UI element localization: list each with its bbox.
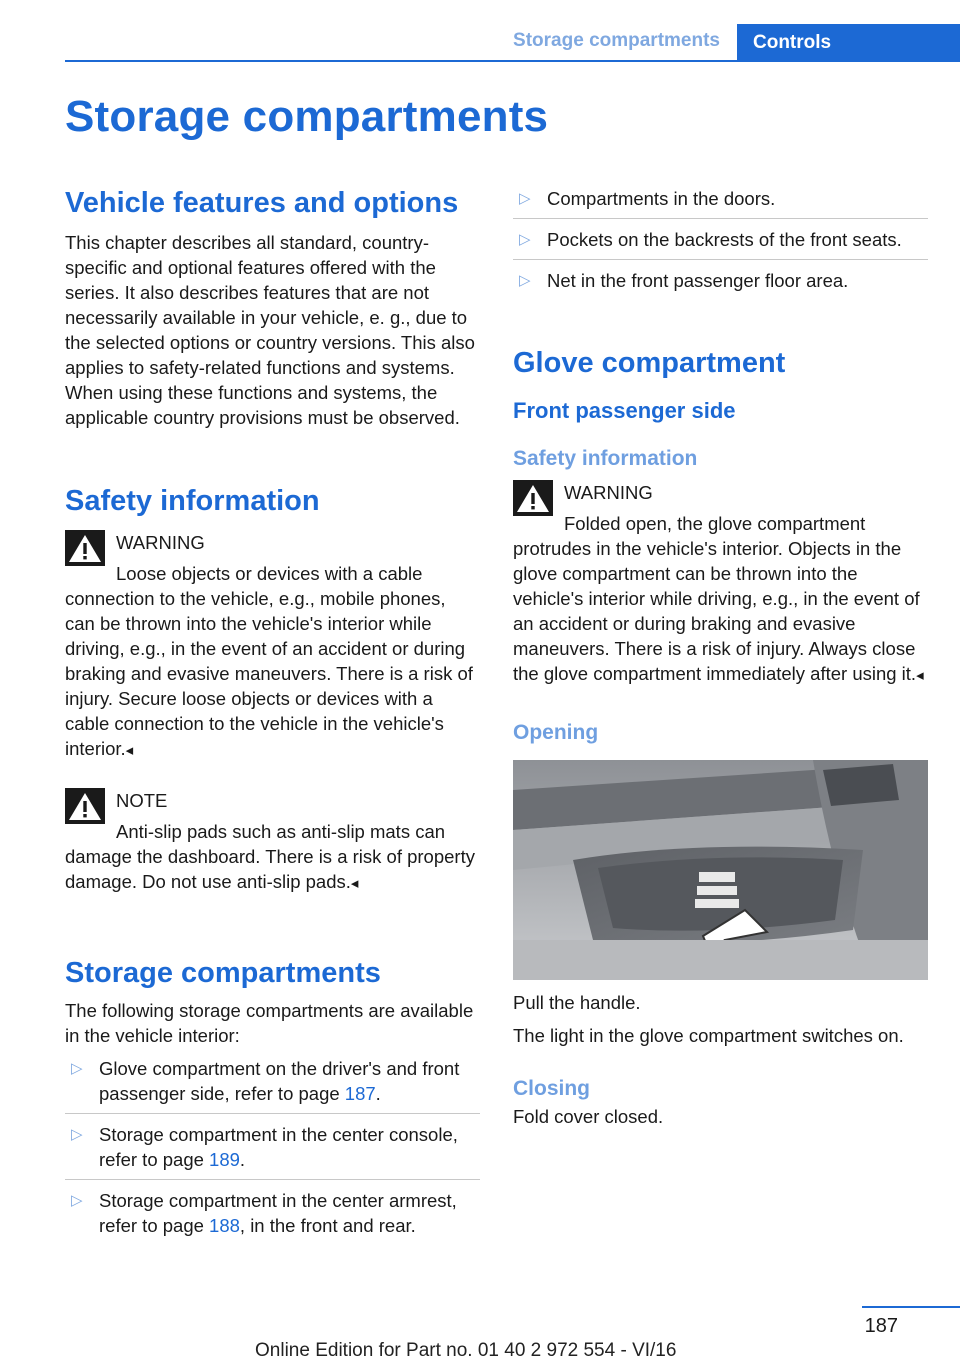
bullet-triangle-icon: ▷ <box>519 272 531 289</box>
note-label: NOTE <box>116 790 168 811</box>
page-title: Storage compartments <box>65 92 549 141</box>
warning-text-body-content: protrudes in the vehicle's interior. Objects in the glove compartment can be thrown into the vehicle's interior while driving, e.g., in the event of an accident or during braking and evasive maneuvers. There is a risk of injury. Always close the glove compartment immediately after using it. <box>513 538 920 684</box>
opening-step-1: Pull the handle. <box>513 992 641 1013</box>
warning-text-first-line: Loose objects or devices with a cable <box>116 563 423 584</box>
warning-label: WARNING <box>564 482 653 503</box>
warning-text-body <box>65 586 480 763</box>
storage-intro-text: The following storage compartments are available in the vehicle interior: <box>65 1000 474 1046</box>
list-item-text: Storage compartment in the center armrest, refer to page <box>99 1190 457 1236</box>
list-item-text: Storage compartment in the center console, refer to page <box>99 1124 458 1170</box>
closing-heading: Closing <box>513 1077 590 1100</box>
safety-info-subheading: Safety information <box>513 447 698 470</box>
list-item <box>65 1122 480 1180</box>
right-column <box>513 186 928 1129</box>
list-item <box>65 1188 480 1245</box>
note-text-body <box>65 844 480 896</box>
warning-block-glove <box>513 480 928 688</box>
storage-list-left <box>65 1056 480 1245</box>
edition-text: Online Edition for Part no. 01 40 2 972 554 - VI/16 <box>255 1340 677 1361</box>
opening-step-2: The light in the glove compartment switches on. <box>513 1025 904 1046</box>
glove-compartment-heading: Glove compartment <box>513 347 786 379</box>
storage-list-right <box>513 186 928 300</box>
note-block-anti-slip <box>65 788 480 896</box>
note-text-first-line: Anti-slip pads such as anti-slip mats can <box>116 821 446 842</box>
warning-text-body-content: connection to the vehicle, e.g., mobile phones, can be thrown into the vehicle's interior while driving, e.g., in the event of an accident or during braking and evasive maneuvers. There is a risk of injury. Secure loose objects or devices with a cable connection to the vehicle in the vehicle's interior. <box>65 588 473 759</box>
warning-label: WARNING <box>116 532 205 553</box>
bullet-triangle-icon: ▷ <box>71 1192 83 1209</box>
list-item <box>65 1056 480 1114</box>
warning-text-first-line: Folded open, the glove compartment <box>564 513 866 534</box>
list-item-text: Pockets on the backrests of the front seats. <box>547 229 902 250</box>
warning-text-body <box>513 536 928 688</box>
list-item-text: Net in the front passenger floor area. <box>547 270 849 291</box>
list-item-suffix: . <box>239 1149 246 1170</box>
list-item <box>513 227 928 260</box>
end-mark: ◂ <box>350 875 359 892</box>
page-link-189[interactable]: 189 <box>209 1149 240 1170</box>
list-item-suffix: . <box>375 1083 381 1104</box>
header-section-label: Storage compartments <box>513 30 720 51</box>
storage-compartments-heading: Storage compartments <box>65 957 381 989</box>
left-column <box>65 184 480 1253</box>
header-rule <box>65 60 960 62</box>
page-link-188[interactable]: 188 <box>209 1215 240 1236</box>
page-link-187[interactable]: 187 <box>344 1083 376 1104</box>
warning-triangle-icon <box>513 480 553 516</box>
end-mark: ◂ <box>916 667 924 684</box>
bullet-triangle-icon: ▷ <box>71 1126 83 1143</box>
closing-text: Fold cover closed. <box>513 1106 664 1127</box>
end-mark: ◂ <box>125 742 134 759</box>
glove-compartment-photo <box>513 760 928 980</box>
safety-info-heading: Safety information <box>65 485 320 517</box>
vehicle-features-heading: Vehicle features and options <box>65 187 459 219</box>
list-item <box>513 186 928 219</box>
list-item-text: Glove compartment on the driver's and front passenger side, refer to page <box>99 1058 460 1104</box>
opening-heading: Opening <box>513 721 599 744</box>
note-text-body-content: damage the dashboard. There is a risk of property damage. Do not use anti-slip pads. <box>65 846 475 892</box>
warning-block-loose-objects <box>65 530 480 763</box>
vehicle-features-text: This chapter describes all standard, country-specific and optional features offered with the series. It also describes features that are not necessarily available in your vehicle, e. g., due to the selected options or country versions. This also applies to safety-related functions and systems. When using these functions and systems, the applicable country provisions must be observed. <box>65 232 475 428</box>
bullet-triangle-icon: ▷ <box>71 1060 83 1077</box>
bullet-triangle-icon: ▷ <box>519 190 531 207</box>
bullet-triangle-icon: ▷ <box>519 231 531 248</box>
warning-triangle-icon <box>65 530 105 566</box>
footer-rule <box>862 1306 960 1308</box>
list-item-suffix: , in the front and rear. <box>239 1215 416 1236</box>
list-item-text: Compartments in the doors. <box>547 188 776 209</box>
warning-triangle-icon <box>65 788 105 824</box>
page-number: 187 <box>864 1315 898 1337</box>
list-item <box>513 268 928 300</box>
header-tab-controls[interactable]: Controls <box>737 24 960 62</box>
front-passenger-side-heading: Front passenger side <box>513 398 736 423</box>
